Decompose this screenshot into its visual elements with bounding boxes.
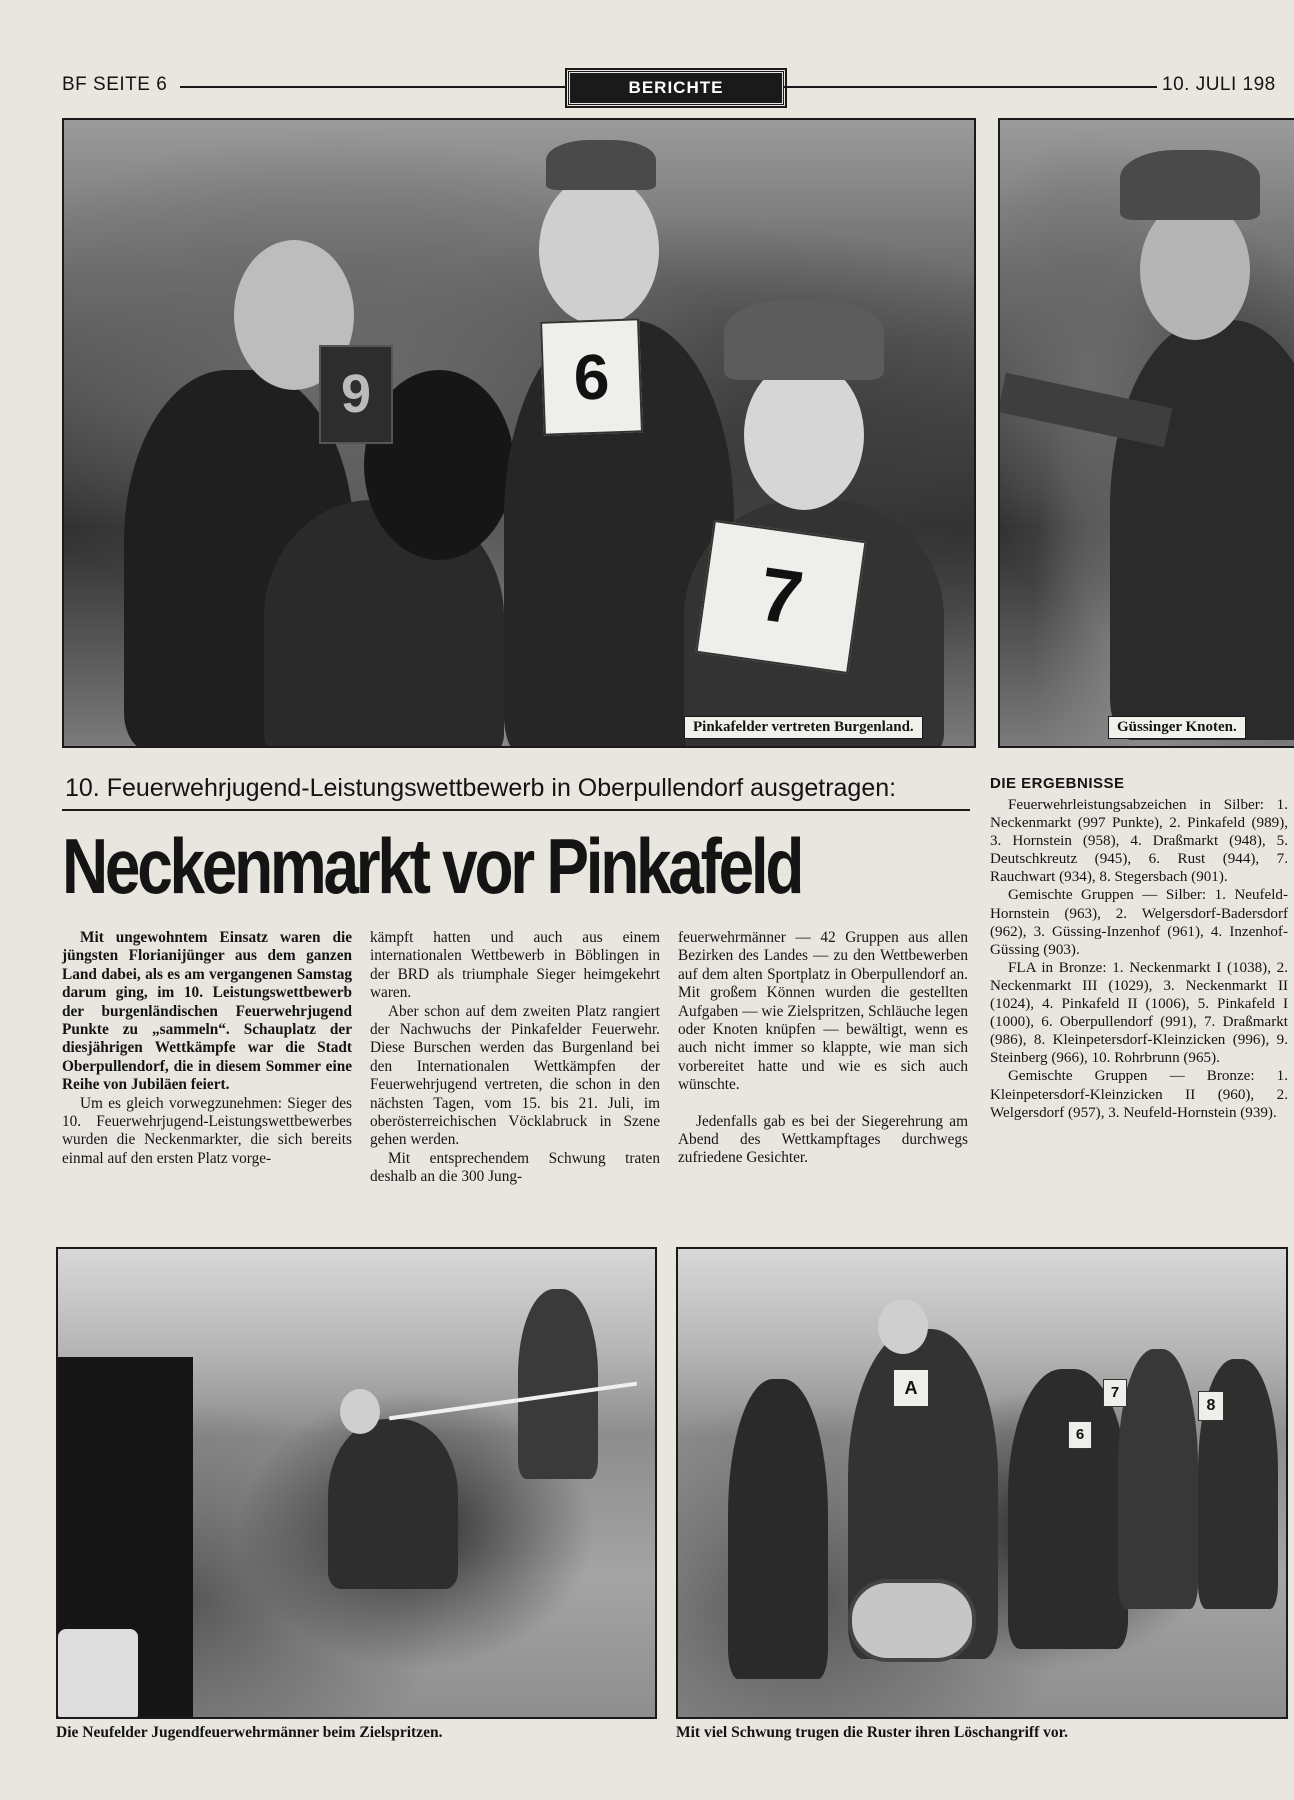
photo-caption: Pinkafelder vertreten Burgenland.: [684, 716, 923, 739]
photo-caption: Güssinger Knoten.: [1108, 716, 1246, 739]
photo-caption: Mit viel Schwung trugen die Ruster ihren Löschangriff vor.: [676, 1724, 1068, 1741]
results-mixed-silver: Gemischte Gruppen — Silber: 1. Neufeld-Hornstein (963), 2. Welgersdorf-Badersdorf (962), 3. Güssing-Inzenhof (961), 4. Inzenhof-Güssing (903).: [990, 887, 1288, 958]
photo-figure: [328, 1419, 458, 1589]
article-paragraph: kämpft hatten und auch aus einem internationalen Wettbewerb in Böblingen in der BRD als triumphale Sieger heimgekehrt waren.: [370, 929, 660, 1002]
bib-number: 8: [1198, 1391, 1224, 1421]
photo-hose: [389, 1382, 637, 1421]
header-rule-left: [180, 86, 565, 88]
photo-figure: [1110, 320, 1294, 740]
photo-bucket: [58, 1629, 138, 1717]
photo-figure-cap: [1120, 150, 1260, 220]
header-rule-right: [783, 86, 1157, 88]
results-silver: Feuerwehrleistungsabzeichen in Silber: 1. Neckenmarkt (997 Punkte), 2. Pinkafeld (989), 3. Hornstein (958), 4. Draßmarkt (948), 5. Deutschkreutz (945), 6. Rust (944), 7. Rauchwart (934), 8. Stegersbach (901).: [990, 797, 1288, 886]
article-paragraph: Um es gleich vorwegzunehmen: Sieger des 10. Feuerwehrjugend-Leistungswettbewerbes wurden die Neckenmarkter, die sich bereits einmal auf den ersten Platz vorge-: [62, 1094, 352, 1167]
issue-date: 10. JULI 198: [1162, 74, 1276, 95]
photo-gussing-knot: [998, 118, 1294, 748]
bib-number: 9: [319, 345, 393, 444]
article-column-2: [370, 929, 660, 1187]
page-number: BF SEITE 6: [62, 74, 168, 95]
bib-number: 6: [540, 318, 643, 435]
photo-figure: [1118, 1349, 1198, 1609]
kicker: 10. Feuerwehrjugend-Leistungswettbewerb in Oberpullendorf ausgetragen:: [65, 774, 897, 802]
photo-figure-cap: [546, 140, 656, 190]
photo-rust-team: [676, 1247, 1288, 1719]
results-mixed-bronze: Gemischte Gruppen — Bronze: 1. Kleinpetersdorf-Kleinzicken II (960), 2. Welgersdorf (957), 3. Neufeld-Hornstein (939).: [990, 1068, 1288, 1121]
photo-target-spraying: [56, 1247, 657, 1719]
photo-figure-cap: [724, 300, 884, 380]
article-paragraph: Aber schon auf dem zweiten Platz rangiert der Nachwuchs der Pinkafelder Feuerwehr. Diese Burschen werden das Burgenland bei den Internationalen Wettkämpfen der Feuerwehrjugend vertreten, die schon in den nächsten Tagen, vom 15. bis 21. Juli, im oberösterreichischen Vöcklabruck in Szene gehen werden.: [370, 1002, 660, 1149]
bib-number: A: [893, 1369, 929, 1407]
photo-youth-firefighters: [62, 118, 976, 748]
results-list: [990, 796, 1288, 1122]
article-column-3: [678, 929, 968, 1168]
photo-figure-head: [539, 175, 659, 325]
bib-number: 7: [1103, 1379, 1127, 1407]
bib-number: 7: [695, 520, 866, 674]
results-fla-bronze: FLA in Bronze: 1. Neckenmarkt I (1038), 2. Neckenmarkt III (1029), 3. Neckenmarkt II (1024), 4. Pinkafeld II (1006), 5. Pinkafeld I (1000), 6. Oberpullendorf (991), 7. Draßmarkt (986), 8. Kleinpetersdorf-Kleinzicken (996), 9. Steinberg (966), 10. Rohrbrunn (965).: [990, 959, 1288, 1067]
section-label: BERICHTE: [567, 70, 785, 106]
article-column-1: [62, 929, 352, 1168]
headline: Neckenmarkt vor Pinkafeld: [62, 822, 802, 910]
kicker-rule: [62, 809, 970, 811]
article-lead: Mit ungewohntem Einsatz waren die jüngsten Florianijünger aus dem ganzen Land dabei, als es am vergangenen Samstag darum ging, im 10. Leistungswettbewerb der burgenländischen Feuerwehrjugend Punkte zu „sammeln“. Schauplatz der diesjährigen Wettkämpfe war die Stadt Oberpullendorf, die in diesem Sommer eine Reihe von Jubiläen feiert.: [62, 929, 352, 1094]
photo-figure-head: [1140, 200, 1250, 340]
article-paragraph: feuerwehrmänner — 42 Gruppen aus allen Bezirken des Landes — zu den Wettbewerben auf dem alten Sportplatz in Oberpullendorf an. Mit großem Können wurden die gestellten Aufgaben — wie Zielspritzen, Schläuche legen oder Knoten knüpfen — bewältigt, wenn es auch nicht immer so klappte, wie man sich vorbereitet hatte und wie es sich auch wünschte.: [678, 929, 968, 1094]
photo-figure-head: [340, 1389, 380, 1434]
photo-figure: [728, 1379, 828, 1679]
article-paragraph: Mit entsprechendem Schwung traten deshalb an die 300 Jung-: [370, 1149, 660, 1186]
bib-number: 6: [1068, 1421, 1092, 1449]
photo-figure: [518, 1289, 598, 1479]
photo-figure: [1008, 1369, 1128, 1649]
results-title: DIE ERGEBNISSE: [990, 775, 1125, 792]
photo-figure-head: [744, 360, 864, 510]
photo-figure-head: [878, 1299, 928, 1354]
article-paragraph: Jedenfalls gab es bei der Siegerehrung am Abend des Wettkampftages durchwegs zufriedene Gesichter.: [678, 1112, 968, 1167]
photo-caption: Die Neufelder Jugendfeuerwehrmänner beim Zielspritzen.: [56, 1724, 443, 1741]
photo-hose-reel: [848, 1579, 976, 1662]
